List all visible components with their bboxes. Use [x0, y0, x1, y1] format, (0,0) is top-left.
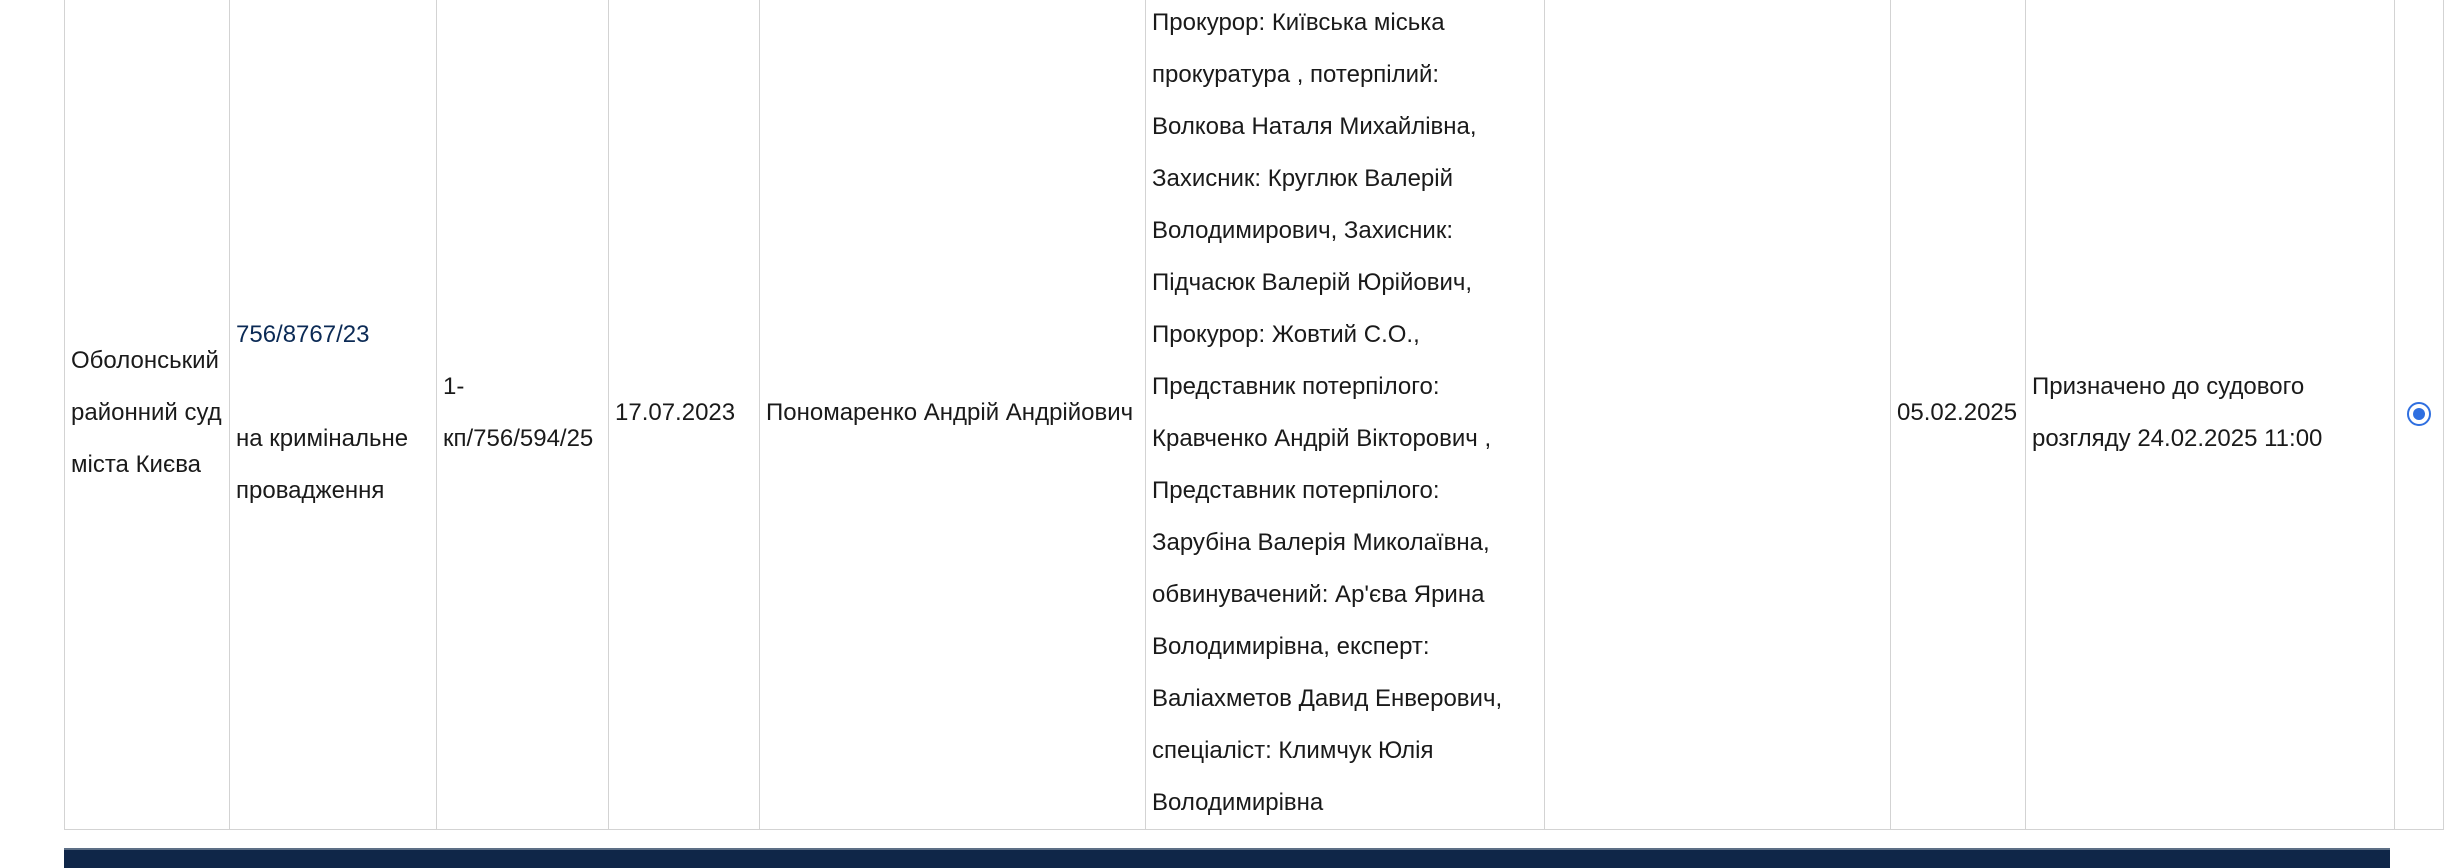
judge-cell: Пономаренко Андрій Андрійович	[760, 0, 1146, 830]
spacer	[236, 361, 430, 413]
table-row	[65, 0, 2444, 830]
case-type: на кримінальне провадження	[236, 425, 409, 504]
case-number-link[interactable]: 756/8767/23	[236, 321, 370, 348]
empty-cell	[1545, 0, 1891, 830]
select-cell	[2395, 0, 2444, 830]
proceeding-number-cell: 1-кп/756/594/25	[437, 0, 609, 830]
case-number-cell	[230, 0, 437, 830]
court-cell: Оболонський районний суд міста Києва	[65, 0, 230, 830]
radio-selected-icon[interactable]	[2407, 402, 2431, 426]
date-cell: 05.02.2025	[1891, 0, 2026, 830]
footer-bar	[64, 848, 2390, 868]
parties-cell: Прокурор: Київська міська прокуратура , потерпілий: Волкова Наталя Михайлівна, Захисник: Круглюк Валерій Володимирович, Захисник: Підчасюк Валерій Юрійович, Прокурор: Жовтий С.О., Представник потерпілого: Кравченко Андрій Вікторович , Представник потерпілого: Зарубіна Валерія Миколаївна, обвинувачений: Ар'єва Ярина Володимирівна, експерт: Валіахметов Давид Енверович, спеціаліст: Климчук Юлія Володимирівна	[1146, 0, 1545, 830]
status-cell: Призначено до судового розгляду 24.02.2025 11:00	[2026, 0, 2395, 830]
court-cases-table	[64, 0, 2444, 830]
registration-date-cell: 17.07.2023	[609, 0, 760, 830]
